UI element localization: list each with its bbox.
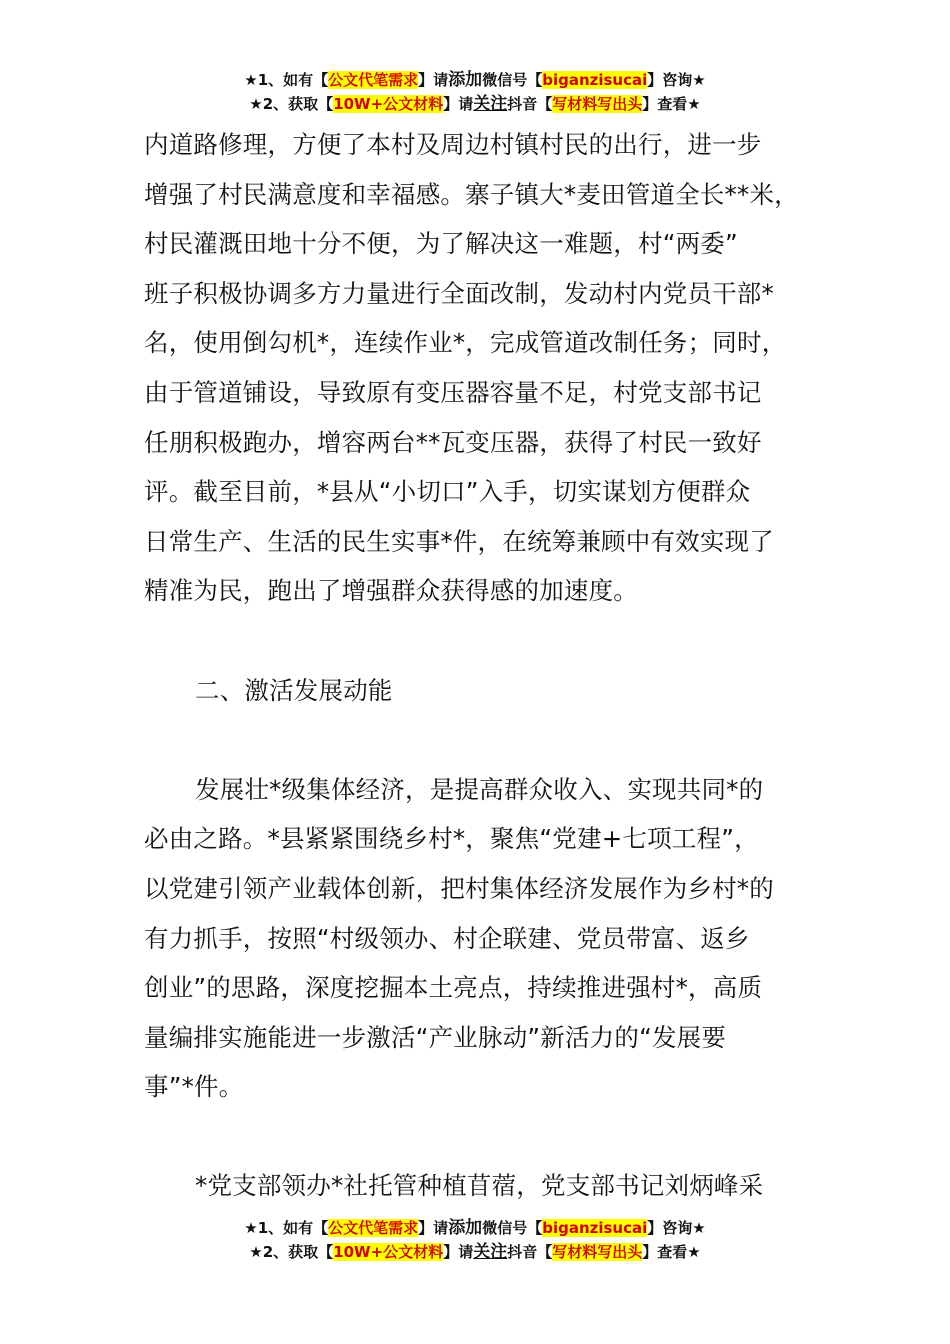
banner-highlight: 写材料写出头 [552, 95, 643, 113]
text-line: 增强了村民满意度和幸福感。寨子镇大*麦田管道全长**米， [144, 179, 799, 209]
banner-highlight: 公文代笔需求 [328, 1219, 419, 1237]
banner-emphasis: 关注 [473, 1242, 508, 1262]
text-line: 由于管道铺设，导致原有变压器容量不足，村党支部书记 [144, 377, 762, 407]
banner-emphasis: 添加 [448, 70, 483, 90]
text-line: *党支部领办*社托管种植苜蓿，党支部书记刘炳峰采 [195, 1171, 764, 1201]
text-line: 任朋积极跑办，增容两台**瓦变压器，获得了村民一致好 [144, 427, 762, 457]
banner-highlight: 写材料写出头 [552, 1243, 643, 1261]
text-line: 发展壮*级集体经济，是提高群众收入、实现共同*的 [195, 774, 764, 804]
banner-text: 】查看★ [642, 1243, 701, 1261]
paragraph-gap [144, 616, 834, 666]
banner-line-1 [0, 1216, 950, 1240]
banner-highlight: 10W+公文材料 [333, 95, 444, 113]
banner-text: 抖音【 [507, 1243, 553, 1261]
footer-banner [0, 1216, 950, 1264]
banner-text: 】查看★ [642, 95, 701, 113]
banner-text: 微信号【 [482, 71, 543, 89]
banner-line-1 [0, 68, 950, 92]
banner-highlight: biganzisucai [542, 71, 648, 89]
text-line: 村民灌溉田地十分不便，为了解决这一难题，村“两委” [144, 229, 738, 259]
text-line: 量编排实施能进一步激活“产业脉动”新活力的“发展要 [144, 1022, 727, 1052]
text-line: 以党建引领产业载体创新，把村集体经济发展作为乡村*的 [144, 873, 774, 903]
text-line: 必由之路。*县紧紧围绕乡村*，聚焦“党建+七项工程”， [144, 824, 759, 854]
text-line: 有力抓手，按照“村级领办、村企联建、党员带富、返乡 [144, 923, 750, 953]
banner-line-2 [0, 92, 950, 116]
text-line: 班子积极协调多方力量进行全面改制，发动村内党员干部* [144, 278, 774, 308]
banner-highlight: biganzisucai [542, 1219, 648, 1237]
text-line: 名，使用倒勾机*，连续作业*，完成管道改制任务；同时， [144, 328, 787, 358]
header-banner [0, 68, 950, 116]
banner-highlight: 10W+公文材料 [333, 1243, 444, 1261]
banner-text: ★2、获取【 [249, 95, 334, 113]
paragraph-1 [144, 120, 834, 616]
banner-text: 】咨询★ [647, 71, 706, 89]
section-heading: 二、激活发展动能 [195, 675, 393, 705]
banner-text: ★1、如有【 [244, 1219, 329, 1237]
banner-emphasis: 添加 [448, 1218, 483, 1238]
paragraph-3 [144, 1161, 834, 1211]
text-line: 事”*件。 [144, 1072, 244, 1102]
banner-text: 】请 [418, 71, 449, 89]
banner-text: 】请 [443, 1243, 474, 1261]
paragraph-2 [144, 765, 834, 1112]
banner-text: ★2、获取【 [249, 1243, 334, 1261]
banner-text: 抖音【 [507, 95, 553, 113]
banner-text: 】咨询★ [647, 1219, 706, 1237]
text-line: 创业”的思路，深度挖掘本土亮点，持续推进强村*，高质 [144, 973, 763, 1003]
document-body [144, 120, 834, 1211]
paragraph-gap [144, 1112, 834, 1162]
text-line: 日常生产、生活的民生实事*件，在统筹兼顾中有效实现了 [144, 526, 774, 556]
banner-text: 】请 [443, 95, 474, 113]
banner-text: 微信号【 [482, 1219, 543, 1237]
text-line: 评。截至目前，*县从“小切口”入手，切实谋划方便群众 [144, 477, 751, 507]
text-line: 内道路修理，方便了本村及周边村镇村民的出行，进一步 [144, 130, 762, 159]
banner-line-2 [0, 1240, 950, 1264]
banner-highlight: 公文代笔需求 [328, 71, 419, 89]
banner-emphasis: 关注 [473, 94, 508, 114]
text-line: 精准为民，跑出了增强群众获得感的加速度。 [144, 576, 638, 606]
banner-text: 】请 [418, 1219, 449, 1237]
paragraph-gap [144, 715, 834, 765]
banner-text: ★1、如有【 [244, 71, 329, 89]
